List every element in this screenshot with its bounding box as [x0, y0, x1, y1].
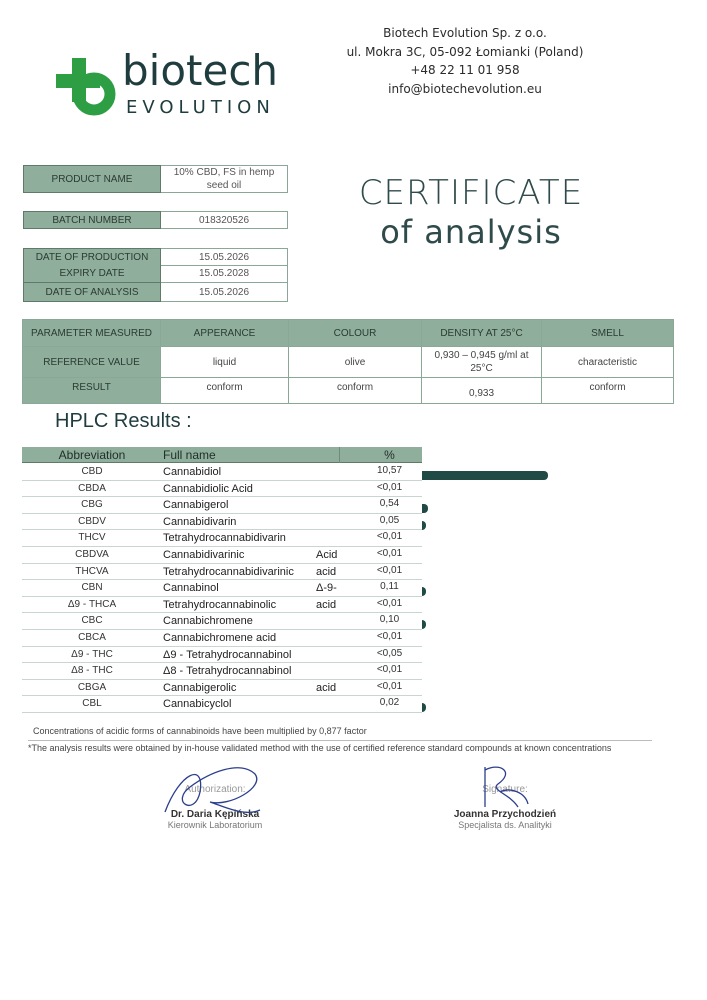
hplc-full-name: Cannabidiolic Acid — [163, 482, 253, 495]
hplc-row — [22, 497, 422, 514]
certificate-title — [346, 172, 596, 250]
result-label: RESULT — [23, 378, 161, 404]
analysis-date-row — [23, 283, 288, 302]
signature-name: Joanna Przychodzień — [453, 809, 557, 820]
hplc-full-name-tail: acid — [316, 598, 337, 611]
hplc-col-abbreviation: Abbreviation — [58, 448, 126, 462]
result-cell: conform — [542, 378, 674, 404]
hplc-abbreviation: CBL — [82, 698, 102, 710]
hplc-percent: <0,01 — [376, 664, 403, 676]
expiry-date-value: 15.05.2028 — [161, 265, 288, 283]
parameter-header-row — [23, 320, 674, 347]
reference-value-row — [23, 347, 674, 378]
certificate-title-line2: of analysis — [380, 213, 562, 251]
hplc-full-name: Cannabidiol — [163, 466, 222, 478]
hplc-percent: 0,10 — [379, 614, 400, 626]
parameter-header-cell: SMELL — [542, 320, 674, 347]
hplc-percent: <0,05 — [376, 647, 403, 659]
hplc-full-name: Tetrahydrocannabidivarinic — [163, 565, 294, 578]
production-date-value: 15.05.2026 — [161, 248, 288, 266]
parameter-header-cell: APPERANCE — [161, 320, 289, 347]
hplc-row — [22, 514, 422, 531]
hplc-abbreviation: CBG — [81, 499, 103, 511]
authorization-label: Authorization: — [184, 784, 246, 795]
hplc-percent: 0,02 — [379, 697, 400, 709]
hplc-abbreviation: CBDA — [78, 482, 106, 494]
hplc-percent: <0,01 — [376, 481, 403, 493]
result-cell: conform — [161, 378, 289, 404]
hplc-full-name-tail: acid — [316, 681, 337, 694]
production-date-row — [23, 248, 288, 266]
hplc-abbreviation: CBN — [81, 582, 103, 594]
hplc-row — [22, 696, 422, 713]
parameter-header-cell: PARAMETER MEASURED — [23, 320, 161, 347]
production-date-label: DATE OF PRODUCTION — [23, 248, 161, 266]
acidic-forms-note: Concentrations of acidic forms of cannabinoids have been multiplied by 0,877 factor — [33, 726, 367, 736]
hplc-abbreviation: CBGA — [77, 681, 107, 693]
hplc-bar — [422, 504, 428, 513]
hplc-row — [22, 680, 422, 697]
hplc-percent: <0,01 — [376, 547, 403, 559]
hplc-row — [22, 647, 422, 664]
signature-label: Signature: — [482, 784, 528, 795]
hplc-percent: 0,54 — [379, 498, 400, 510]
hplc-full-name: Cannabichromene — [163, 615, 253, 628]
product-name-label: PRODUCT NAME — [23, 165, 161, 193]
hplc-full-name: Tetrahydrocannabidivarin — [163, 532, 286, 545]
signature-scribble — [440, 762, 570, 822]
hplc-full-name: Cannabigerolic — [163, 681, 237, 694]
hplc-col-full-name: Full name — [163, 448, 216, 462]
authorization-signature-block — [150, 762, 280, 830]
hplc-full-name-tail: acid — [316, 565, 337, 578]
expiry-date-label: EXPIRY DATE — [23, 265, 161, 283]
company-phone: +48 22 11 01 958 — [410, 63, 520, 77]
expiry-date-row — [23, 265, 288, 283]
hplc-col-percent: % — [384, 448, 395, 462]
hplc-percent: 0,11 — [380, 581, 399, 593]
hplc-full-name-tail: Δ-9- — [316, 582, 337, 595]
hplc-full-name: Cannabidivarinic — [163, 548, 245, 561]
company-name: Biotech Evolution Sp. z o.o. — [383, 26, 547, 40]
company-logo — [56, 46, 306, 120]
hplc-bar — [422, 587, 426, 596]
hplc-bar — [422, 703, 426, 712]
hplc-full-name: Δ8 - Tetrahydrocannabinol — [163, 665, 292, 678]
reference-label: REFERENCE VALUE — [23, 347, 161, 378]
result-row — [23, 378, 674, 404]
hplc-abbreviation: CBC — [81, 615, 103, 627]
product-name-value: 10% CBD, FS in hemp seed oil — [161, 165, 288, 193]
method-note: *The analysis results were obtained by in-house validated method with the use of certified reference standard compounds at known concentrations — [28, 743, 612, 753]
parameter-table — [22, 319, 674, 404]
hplc-percent: <0,01 — [376, 630, 403, 642]
hplc-title: HPLC Results : — [55, 410, 192, 432]
hplc-row — [22, 530, 422, 547]
reference-cell: characteristic — [542, 347, 674, 378]
hplc-abbreviation: CBCA — [78, 631, 106, 643]
hplc-abbreviation: Δ8 - THC — [71, 665, 113, 677]
batch-value: 018320526 — [161, 211, 288, 229]
hplc-abbreviation: Δ9 - THC — [71, 648, 113, 660]
hplc-full-name: Cannabicyclol — [163, 698, 232, 711]
hplc-header-row — [22, 447, 422, 463]
hplc-abbreviation: THCVA — [75, 565, 109, 577]
reference-cell: 0,930 – 0,945 g/ml at 25°C — [422, 347, 542, 378]
company-info — [320, 24, 610, 98]
hplc-percent: <0,01 — [376, 564, 403, 576]
hplc-abbreviation: THCV — [78, 532, 106, 544]
hplc-row — [22, 580, 422, 597]
company-email[interactable]: info@biotechevolution.eu — [388, 81, 542, 96]
certificate-title-line1: CERTIFICATE — [358, 173, 584, 213]
authorization-signature-scribble — [150, 762, 280, 822]
hplc-percent: 10,57 — [376, 465, 403, 476]
hplc-bar — [422, 620, 426, 629]
hplc-row — [22, 630, 422, 647]
company-address: ul. Mokra 3C, 05-092 Łomianki (Poland) — [346, 44, 584, 59]
hplc-abbreviation: CBDVA — [75, 548, 109, 560]
hplc-bar — [422, 471, 548, 480]
hplc-table-body — [22, 464, 422, 713]
hplc-full-name: Tetrahydrocannabinolic — [163, 598, 277, 611]
batch-row — [23, 211, 288, 229]
authorization-name: Dr. Daria Kępińska — [170, 809, 260, 820]
reference-cell: olive — [289, 347, 422, 378]
hplc-full-name: Cannabidivarin — [163, 515, 237, 528]
authorization-role: Kierownik Laboratorium — [167, 820, 263, 830]
hplc-full-name: Cannabigerol — [163, 499, 229, 512]
parameter-header-cell: COLOUR — [289, 320, 422, 347]
hplc-bar — [422, 521, 426, 530]
hplc-percent: <0,01 — [376, 531, 403, 543]
hplc-abbreviation: CBD — [81, 466, 103, 477]
analysis-date-label: DATE OF ANALYSIS — [23, 283, 161, 302]
hplc-percent: 0,05 — [379, 514, 400, 526]
hplc-row — [22, 564, 422, 581]
signature-block — [440, 762, 570, 830]
cross-leaf-logo-icon — [56, 56, 118, 118]
hplc-abbreviation: CBDV — [78, 515, 106, 527]
reference-cell: liquid — [161, 347, 289, 378]
hplc-row — [22, 464, 422, 481]
hplc-row — [22, 481, 422, 498]
product-name-row — [23, 165, 288, 193]
hplc-full-name-tail: Acid — [316, 548, 338, 561]
logo-word-biotech: biotech — [122, 46, 279, 95]
hplc-full-name: Δ9 - Tetrahydrocannabinol — [163, 648, 292, 661]
signature-role: Specjalista ds. Analityki — [458, 820, 552, 830]
hplc-header-separator — [339, 447, 340, 463]
result-cell: 0,933 — [422, 378, 542, 404]
note-divider — [28, 740, 652, 741]
hplc-percent: <0,01 — [376, 680, 403, 692]
hplc-percent: <0,01 — [376, 597, 403, 609]
hplc-row — [22, 663, 422, 680]
hplc-row — [22, 613, 422, 630]
hplc-row — [22, 547, 422, 564]
hplc-full-name: Cannabinol — [163, 582, 219, 595]
parameter-header-cell: DENSITY AT 25°C — [422, 320, 542, 347]
logo-word-evolution: EVOLUTION — [126, 97, 275, 118]
analysis-date-value: 15.05.2026 — [161, 283, 288, 302]
batch-label: BATCH NUMBER — [23, 211, 161, 229]
hplc-abbreviation: Δ9 - THCA — [67, 598, 117, 610]
result-cell: conform — [289, 378, 422, 404]
hplc-row — [22, 597, 422, 614]
hplc-full-name: Cannabichromene acid — [163, 631, 277, 644]
